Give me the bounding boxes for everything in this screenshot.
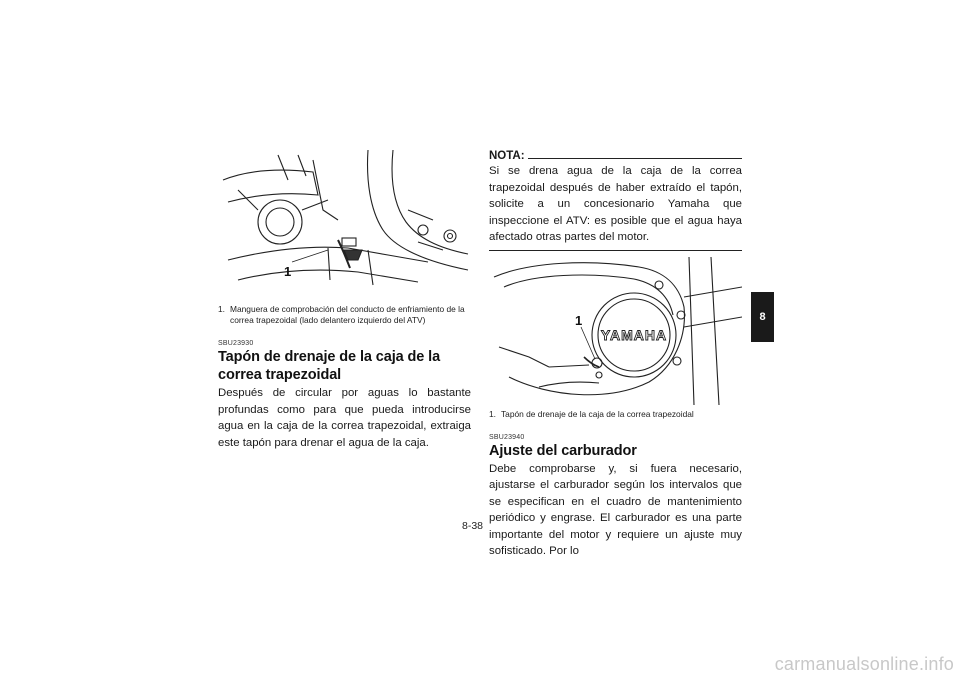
figure-callout-1: 1 xyxy=(575,312,583,328)
page-number: 8-38 xyxy=(462,520,484,532)
nota-header xyxy=(489,150,742,162)
section-title: Ajuste del carburador xyxy=(489,442,637,459)
figure-belt-cooling-hose xyxy=(218,150,471,300)
caption-text: Manguera de comprobación del conducto de enfriamiento de la correa trapezoidal (lado delantero izquierdo del ATV) xyxy=(230,304,465,325)
figure-illustration xyxy=(218,150,471,300)
chapter-tab: 8 xyxy=(751,292,774,342)
yamaha-logo: YAMAHA xyxy=(600,326,668,343)
figure-drain-plug xyxy=(489,257,742,405)
section-code: SBU23930 xyxy=(218,340,254,347)
nota-end-rule xyxy=(489,250,742,251)
caption-number: 1. xyxy=(218,304,225,314)
figure-callout-1: 1 xyxy=(284,264,292,279)
section-title: Tapón de drenaje de la caja de la correa trapezoidal xyxy=(218,349,441,383)
figure-caption xyxy=(489,409,742,420)
section-body: Debe comprobarse y, si fuera necesario, ajustarse el carburador según los intervalos que se especifican en el cuadro de mantenimiento periódico y engrase. El carburador es una parte importante del motor y requiere un ajuste muy sofisticado. Por lo xyxy=(489,462,742,557)
section-code: SBU23940 xyxy=(489,433,525,441)
caption-text: Tapón de drenaje de la caja de la correa trapezoidal xyxy=(501,408,694,419)
left-column xyxy=(218,150,471,451)
nota-label: NOTA: xyxy=(489,150,525,162)
figure-caption xyxy=(218,304,471,326)
figure-illustration xyxy=(489,257,742,405)
right-column xyxy=(489,150,742,560)
nota-body: Si se drena agua de la caja de la correa trapezoidal después de haber extraído el tapón, solicite a un concesionario Yamaha que inspeccione el ATV: es posible que el agua haya afectado otras partes del motor. xyxy=(489,165,742,243)
watermark: carmanualsonline.info xyxy=(774,654,954,674)
nota-divider xyxy=(528,158,742,159)
section-body: Después de circular por aguas lo bastante profundas como para que pueda introducirse agua en la caja de la correa trapezoidal, extraiga este tapón para drenar el agua de la caja. xyxy=(218,387,471,449)
caption-number: 1. xyxy=(489,408,496,419)
